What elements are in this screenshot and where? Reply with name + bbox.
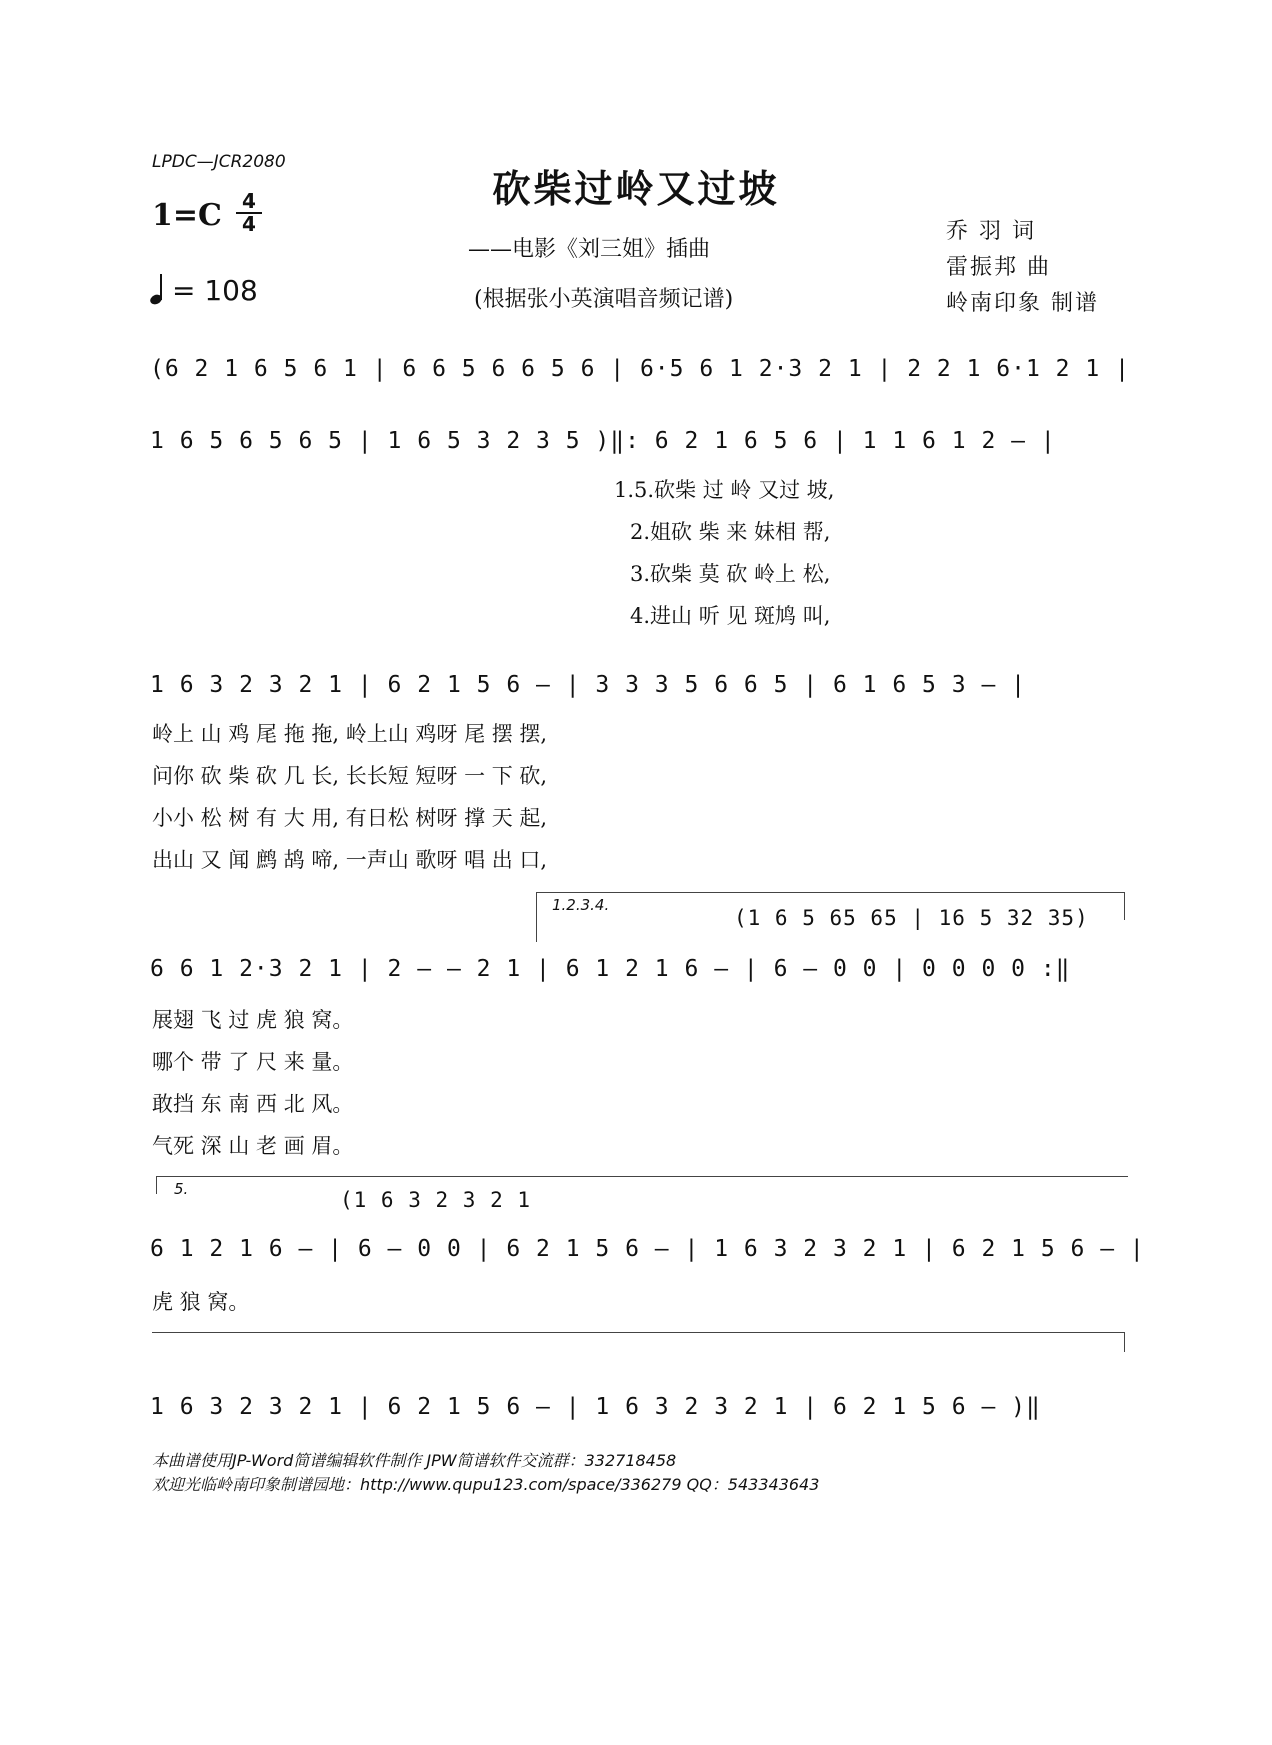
score-row-3: 1 6 3 2 3 2 1 | 6 2 1 5 6 – | 3 3 3 5 6 6 5 | 6 1 6 5 3 – | (150, 672, 1026, 698)
lyric-line: 岭上 山 鸡 尾 拖 拖, 岭上山 鸡呀 尾 摆 摆, (152, 722, 548, 746)
lyric-line: 气死 深 山 老 画 眉。 (152, 1134, 354, 1158)
lyric-line: 敢挡 东 南 西 北 风。 (152, 1092, 354, 1116)
lyric-line: 2.姐砍 柴 来 妹相 帮, (630, 520, 831, 544)
lyric-line: 1.5.砍柴 过 岭 又过 坡, (614, 478, 835, 502)
score-row-6: 1 6 3 2 3 2 1 | 6 2 1 5 6 – | 1 6 3 2 3 2 1 | 6 2 1 5 6 – )‖ (150, 1394, 1041, 1420)
score-row-5: 6 1 2 1 6 – | 6 – 0 0 | 6 2 1 5 6 – | 1 6 3 2 3 2 1 | 6 2 1 5 6 – | (150, 1236, 1145, 1262)
score-row-1: (6 2 1 6 5 6 1 | 6 6 5 6 6 5 6 | 6·5 6 1 2·3 2 1 | 2 2 1 6·1 2 1 | (150, 356, 1130, 382)
tempo-marking (150, 274, 258, 307)
meter-bottom: 4 (242, 212, 256, 236)
score-code: LPDC—JCR2080 (152, 152, 286, 172)
lyric-line: 展翅 飞 过 虎 狼 窝。 (152, 1008, 354, 1032)
composer-credit: 雷振邦 曲 (946, 255, 1051, 280)
subtitle: ——电影《刘三姐》插曲 (468, 237, 711, 262)
tempo-value: = 108 (172, 274, 258, 307)
score-row-2: 1 6 5 6 5 6 5 | 1 6 5 3 2 3 5 )‖: 6 2 1 6 5 6 | 1 1 6 1 2 – | (150, 428, 1056, 454)
volta-second-ending: 5. (174, 1180, 189, 1198)
lyric-line: 虎 狼 窝。 (152, 1290, 250, 1314)
lyric-line: 小小 松 树 有 大 用, 有日松 树呀 撑 天 起, (152, 806, 548, 830)
interlude-line: (1 6 3 2 3 2 1 (340, 1188, 532, 1212)
footer-line: 欢迎光临岭南印象制谱园地：http://www.qupu123.com/space/336279 QQ：543343643 (152, 1475, 820, 1494)
volta-first-ending: 1.2.3.4. (552, 896, 610, 914)
lyric-line: 哪个 带 了 尺 来 量。 (152, 1050, 354, 1074)
score-row-4: 6 6 1 2·3 2 1 | 2 – – 2 1 | 6 1 2 1 6 – | 6 – 0 0 | 0 0 0 0 :‖ (150, 956, 1071, 982)
lyric-line: 3.砍柴 莫 砍 岭上 松, (630, 562, 831, 586)
time-signature (236, 189, 262, 236)
meter-top: 4 (242, 189, 256, 213)
lyric-line: 4.进山 听 见 斑鸠 叫, (630, 604, 831, 628)
lyric-line: 问你 砍 柴 砍 几 长, 长长短 短呀 一 下 砍, (152, 764, 548, 788)
interlude-line: (1 6 5 65 65 | 16 5 32 35) (734, 906, 1089, 930)
lyric-line: 出山 又 闻 鹧 鸪 啼, 一声山 歌呀 唱 出 口, (152, 848, 548, 872)
key-signature: 1=C (152, 198, 222, 233)
song-title: 砍柴过岭又过坡 (492, 166, 780, 211)
lyricist-credit: 乔 羽 词 (946, 219, 1036, 244)
transcription-source: (根据张小英演唱音频记谱) (474, 287, 734, 312)
arranger-credit: 岭南印象 制谱 (946, 291, 1099, 316)
quarter-note-icon (150, 274, 164, 304)
footer-line: 本曲谱使用JP-Word简谱编辑软件制作 JPW简谱软件交流群：332718458 (152, 1451, 677, 1470)
